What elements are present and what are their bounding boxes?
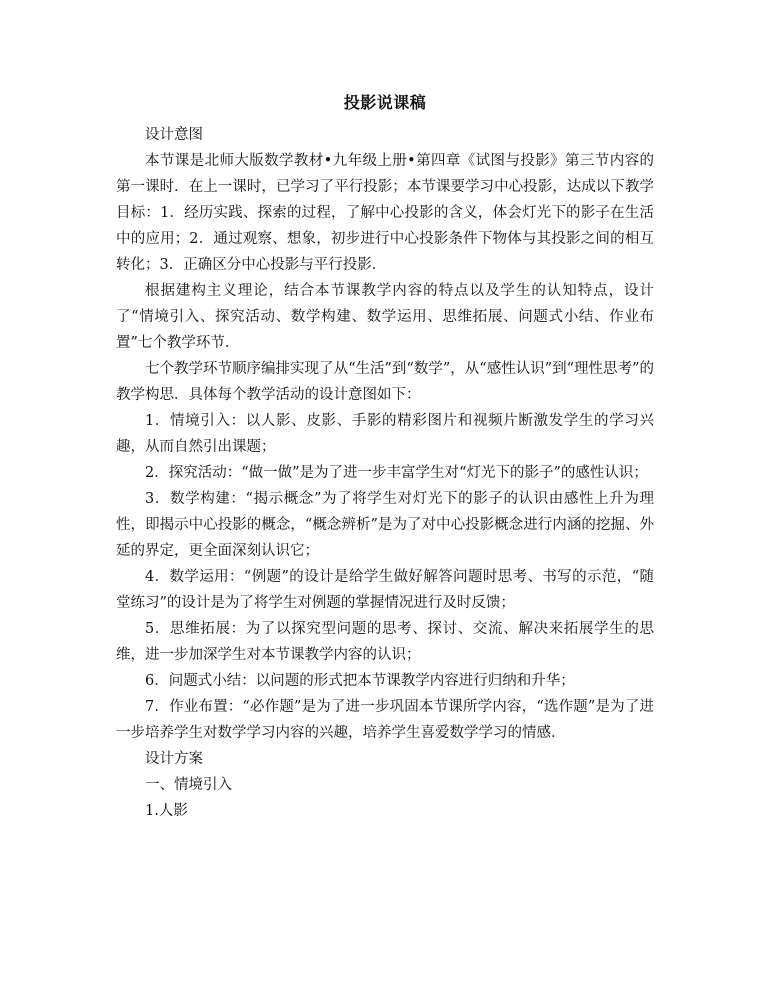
section-heading-design-intent: 设计意图: [145, 127, 203, 143]
document-page: [116, 92, 654, 824]
paragraph-step-4: 4．数学运用：“例题”的设计是给学生做好解答问题时思考、书写的示范，“随堂练习”的设计是为了将学生对例题的掌握情况进行及时反馈；: [116, 569, 654, 611]
paragraph-step-6: 6．问题式小结：以问题的形式把本节课教学内容进行归纳和升华；: [145, 673, 575, 689]
document-title: 投影说课稿: [343, 93, 427, 112]
paragraph-step-1: 1．情境引入：以人影、皮影、手影的精彩图片和视频片断激发学生的学习兴趣，从而自然引出课题；: [116, 413, 654, 455]
paragraph-sequence: 七个教学环节顺序编排实现了从“生活”到“数学”，从“感性认识”到“理性思考”的教学构思．具体每个教学活动的设计意图如下：: [116, 361, 654, 403]
paragraph-theory: 根据建构主义理论，结合本节课教学内容的特点以及学生的认知特点，设计了“情境引入、探究活动、数学构建、数学运用、思维拓展、问题式小结、作业布置”七个教学环节．: [116, 283, 654, 351]
subsection-heading-intro: 一、情境引入: [145, 777, 232, 793]
paragraph-step-5: 5．思维拓展：为了以探究型问题的思考、探讨、交流、解决来拓展学生的思维，进一步加深学生对本节课教学内容的认识；: [116, 621, 654, 663]
paragraph-step-7: 7．作业布置：“必作题”是为了进一步巩固本节课所学内容，“选作题”是为了进一步培养学生对数学学习内容的兴趣，培养学生喜爱数学学习的情感．: [116, 699, 654, 741]
paragraph-step-3: 3．数学构建：“揭示概念”为了将学生对灯光下的影子的认识由感性上升为理性，即揭示中心投影的概念，“概念辨析”是为了对中心投影概念进行内涵的挖掘、外延的界定，更全面深刻认识它；: [116, 491, 654, 559]
list-item-shadow: 1.人影: [145, 803, 188, 819]
section-heading-design-plan: 设计方案: [145, 751, 203, 767]
paragraph-overview: 本节课是北师大版数学教材•九年级上册•第四章《试图与投影》第三节内容的第一课时．在上一课时，已学习了平行投影；本节课要学习中心投影，达成以下教学目标：1．经历实践、探索的过程，了解中心投影的含义，体会灯光下的影子在生活中的应用；2．通过观察、想象，初步进行中心投影条件下物体与其投影之间的相互转化；3．正确区分中心投影与平行投影．: [116, 153, 654, 273]
paragraph-step-2: 2．探究活动：“做一做”是为了进一步丰富学生对“灯光下的影子”的感性认识；: [145, 465, 648, 481]
